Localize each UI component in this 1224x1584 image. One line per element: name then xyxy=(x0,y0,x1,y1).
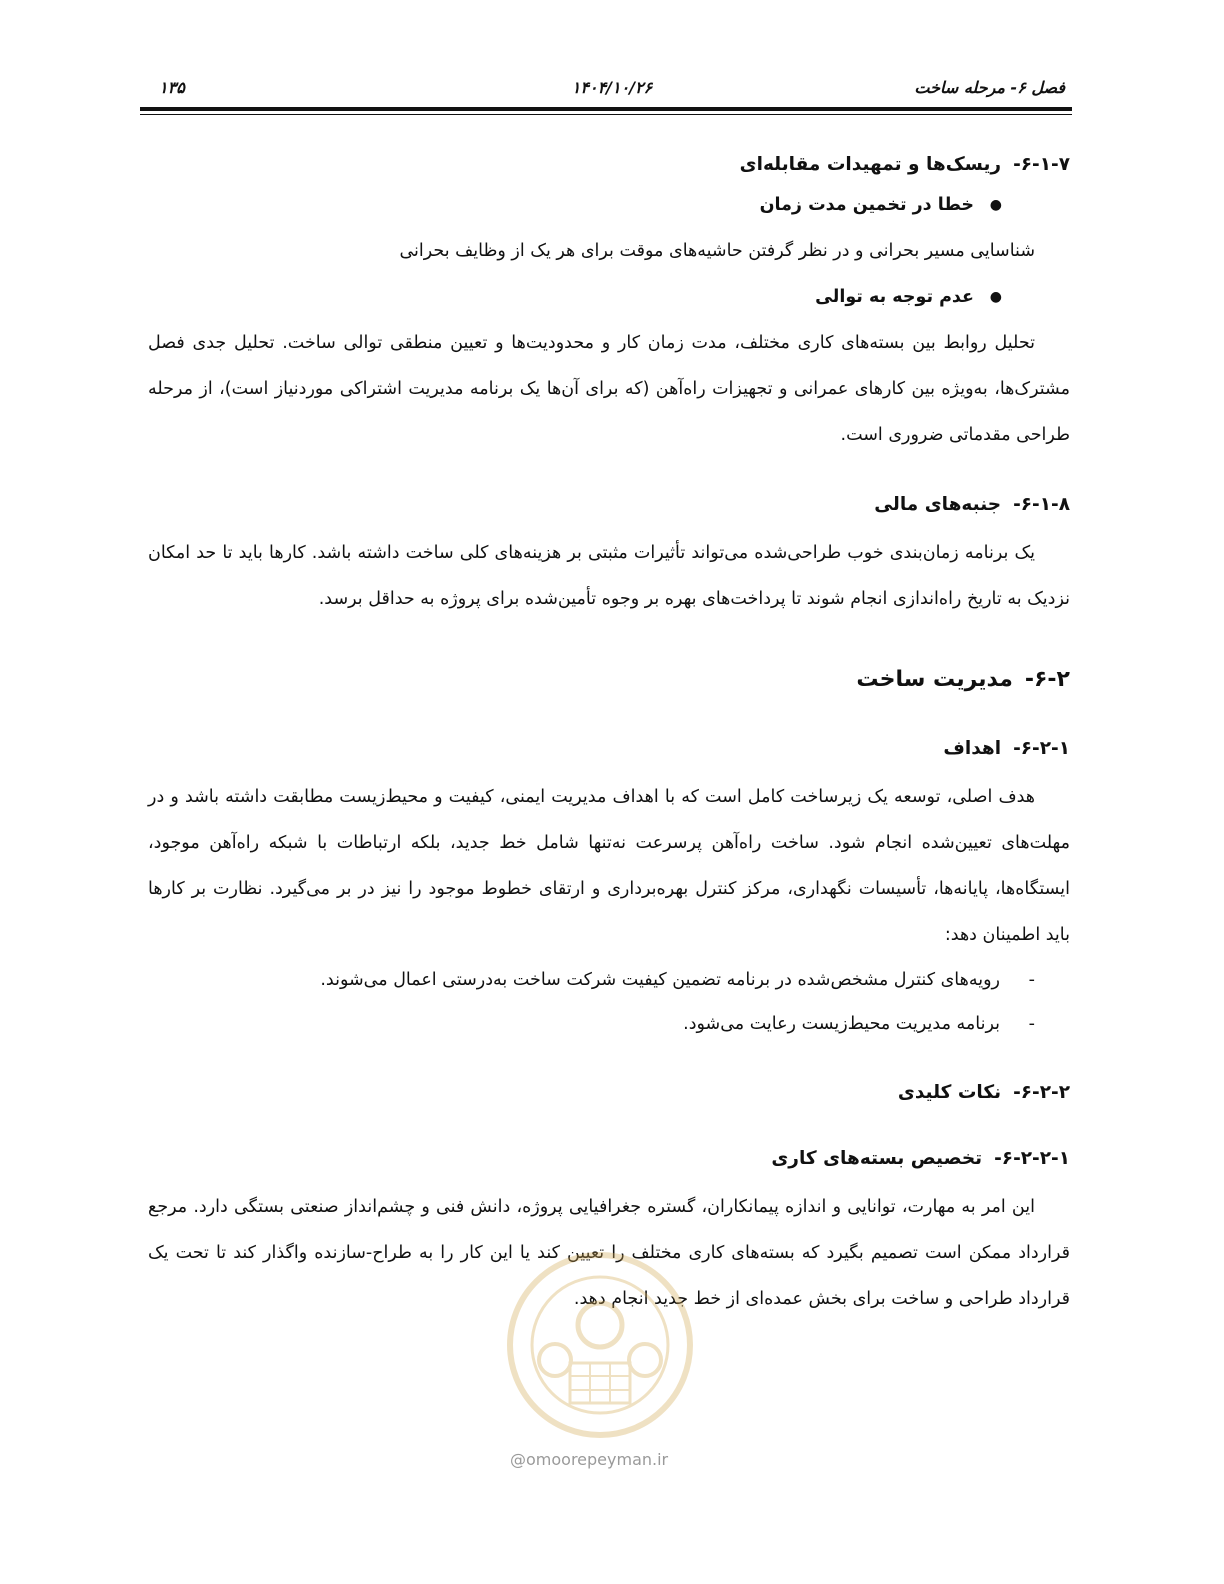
bullet-dot-icon: ● xyxy=(989,197,1002,213)
heading-number: ۶-۱-۸- xyxy=(1013,494,1070,515)
heading-title: تخصیص بسته‌های کاری xyxy=(771,1148,983,1169)
list-text: رویه‌های کنترل مشخص‌شده در برنامه تضمین کیفیت شرکت ساخت به‌درستی اعمال می‌شوند. xyxy=(320,970,1000,990)
heading-number: ۶-۲-۲- xyxy=(1013,1082,1070,1103)
heading-title: جنبه‌های مالی xyxy=(874,494,1002,515)
paragraph: هدف اصلی، توسعه یک زیرساخت کامل است که با اهداف مدیریت ایمنی، کیفیت و محیط‌زیست مطابقت داشته باشد و در مهلت‌های تعیین‌شده انجام شود. ساخت راه‌آهن پرسرعت نه‌تنها شامل خط جدید، بلکه ارتباطات با شبکه راه‌آهن موجود، ایستگاه‌ها، پایانه‌ها، تأسیسات نگهداری، مرکز کنترل بهره‌برداری و ارتقای خطوط موجود را نیز در بر می‌گیرد. نظارت بر کارها باید اطمینان دهد: xyxy=(148,787,1070,945)
bullet-dot-icon: ● xyxy=(989,289,1002,305)
bullet-text: خطا در تخمین مدت زمان xyxy=(759,195,974,215)
heading-6-2 xyxy=(148,660,1070,700)
header-rule-thick xyxy=(140,107,1072,111)
bullet-text: عدم توجه به توالی xyxy=(815,287,974,307)
heading-6-2-2 xyxy=(148,1076,1070,1110)
heading-title: مدیریت ساخت xyxy=(856,667,1013,692)
paragraph: شناسایی مسیر بحرانی و در نظر گرفتن حاشیه‌های موقت برای هر یک از وظایف بحرانی xyxy=(399,241,1035,261)
page-body xyxy=(148,138,1070,1322)
dash-list-item xyxy=(148,1002,1070,1046)
heading-number: ۶-۲-۱- xyxy=(1013,738,1070,759)
page-header xyxy=(155,72,1069,104)
paragraph: این امر به مهارت، توانایی و اندازه پیمانکاران، گستره جغرافیایی پروژه، دانش فنی و چشم‌انداز صنعتی بستگی دارد. مرجع قرارداد ممکن است تصمیم بگیرد که بسته‌های کاری مختلف را تعیین کند یا این کار را به طراح-سازنده واگذار کند تا تحت یک قرارداد طراحی و ساخت برای بخش عمده‌ای از خط جدید انجام دهد. xyxy=(148,1197,1070,1309)
heading-title: نکات کلیدی xyxy=(897,1082,1002,1103)
header-date: ۱۴۰۴/۱۰/۲۶ xyxy=(571,78,653,97)
heading-title: اهداف xyxy=(943,738,1002,759)
heading-6-1-8 xyxy=(148,488,1070,522)
watermark-site-text: @omoorepeyman.ir xyxy=(510,1450,669,1469)
paragraph: تحلیل روابط بین بسته‌های کاری مختلف، مدت زمان کار و محدودیت‌ها و تعیین منطقی توالی ساخت. تحلیل جدی فصل مشترک‌ها، به‌ویژه بین کارهای عمرانی و تجهیزات راه‌آهن (که برای آن‌ها یک برنامه مدیریت اشتراکی موردنیاز است)، از مرحله طراحی مقدماتی ضروری است. xyxy=(148,333,1070,445)
dash-mark: - xyxy=(1028,970,1035,990)
heading-6-1-7 xyxy=(148,148,1070,182)
dash-list-item xyxy=(148,958,1070,1002)
paragraph: یک برنامه زمان‌بندی خوب طراحی‌شده می‌تواند تأثیرات مثبتی بر هزینه‌های کلی ساخت داشته باشد. کارها باید تا حد امکان نزدیک به تاریخ راه‌اندازی انجام شوند تا پرداخت‌های بهره بر وجوه تأمین‌شده برای پروژه به حداقل برسد. xyxy=(148,543,1070,609)
heading-number: ۶-۱-۷- xyxy=(1013,154,1070,175)
list-text: برنامه مدیریت محیط‌زیست رعایت می‌شود. xyxy=(683,1014,1000,1034)
bullet-item xyxy=(148,274,1070,320)
bullet-item xyxy=(148,182,1070,228)
page-number: ۱۳۵ xyxy=(159,78,185,97)
heading-6-2-1 xyxy=(148,732,1070,766)
heading-number: ۶-۲- xyxy=(1024,667,1070,692)
heading-6-2-2-1 xyxy=(148,1142,1070,1176)
dash-mark: - xyxy=(1028,1014,1035,1034)
heading-title: ریسک‌ها و تمهیدات مقابله‌ای xyxy=(739,154,1002,175)
chapter-title: فصل ۶- مرحله ساخت xyxy=(914,78,1065,97)
heading-number: ۶-۲-۲-۱- xyxy=(994,1148,1070,1169)
header-rule-thin xyxy=(140,114,1072,115)
watermark-seal-logo xyxy=(500,1245,700,1485)
